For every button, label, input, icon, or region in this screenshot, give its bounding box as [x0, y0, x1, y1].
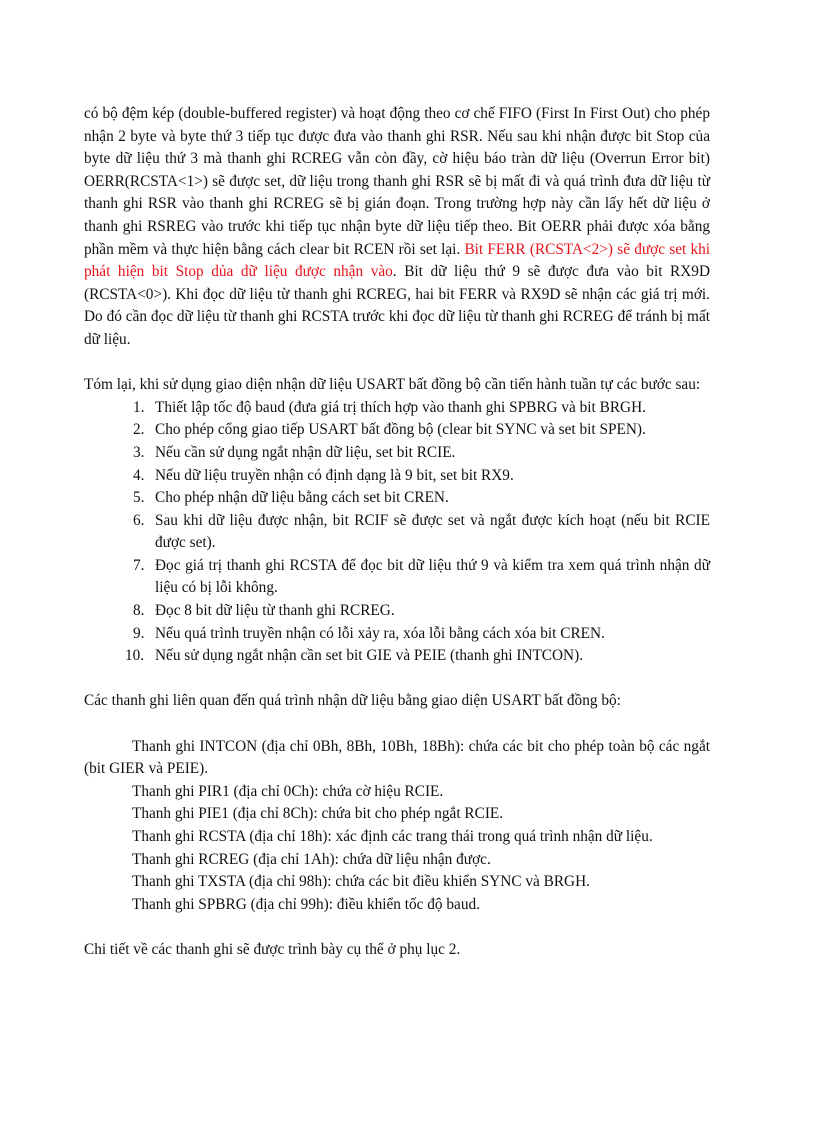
ferr-highlight: Bit FERR (RCSTA<2>) sẽ được set khi phát hiện bit Stop dủa dữ liệu được nhận vào [84, 240, 710, 281]
register-spbrg: Thanh ghi SPBRG (địa chỉ 99h): điều khiển tốc độ baud. [132, 895, 480, 913]
list-number: 10. [125, 647, 145, 665]
register-rcreg: Thanh ghi RCREG (địa chỉ 1Ah): chứa dữ liệu nhận được. [132, 850, 491, 868]
list-number: 8. [133, 602, 145, 620]
list-item [84, 397, 710, 420]
list-item [84, 555, 710, 600]
list-number: 6. [133, 511, 145, 529]
list-item [84, 487, 710, 510]
list-number: 4. [133, 466, 145, 484]
fifo-paragraph [84, 103, 710, 352]
list-text: Sau khi dữ liệu được nhận, bit RCIF sẽ được set và ngắt được kích hoạt (nếu bit RCIE được set). [155, 511, 710, 552]
register-pir1: Thanh ghi PIR1 (địa chỉ 0Ch): chứa cờ hiệu RCIE. [132, 782, 444, 800]
list-text: Đọc giá trị thanh ghi RCSTA để đọc bit dữ liệu thứ 9 và kiểm tra xem quá trình nhận dữ liệu có bị lỗi không. [155, 556, 710, 597]
list-item [84, 623, 710, 646]
list-number: 1. [133, 398, 145, 416]
spacer [84, 668, 710, 691]
list-text: Nếu sử dụng ngắt nhận cần set bit GIE và PEIE (thanh ghi INTCON). [155, 647, 584, 665]
list-text: Cho phép cổng giao tiếp USART bất đồng bộ (clear bit SYNC và set bit SPEN). [155, 421, 646, 439]
document-page [84, 103, 710, 962]
list-text: Nếu dữ liệu truyền nhận có định dạng là 9 bit, set bit RX9. [155, 466, 514, 484]
register-txsta: Thanh ghi TXSTA (địa chỉ 98h): chứa các bit điều khiển SYNC và BRGH. [132, 873, 590, 891]
register-rcsta: Thanh ghi RCSTA (địa chỉ 18h): xác định các trang thái trong quá trình nhận dữ liệu. [132, 828, 653, 845]
registers-intro: Các thanh ghi liên quan đến quá trình nhận dữ liệu bằng giao diện USART bất đồng bộ: [84, 692, 621, 710]
spacer [84, 352, 710, 375]
list-item [84, 465, 710, 488]
list-number: 2. [133, 421, 145, 439]
summary-paragraph: Tóm lại, khi sử dụng giao diện nhận dữ liệu USART bất đồng bộ cần tiến hành tuần tự các bước sau: [84, 376, 701, 394]
list-text: Nếu quá trình truyền nhận có lỗi xảy ra, xóa lỗi bằng cách xóa bit CREN. [155, 624, 605, 642]
steps-list [84, 397, 710, 668]
list-item [84, 442, 710, 465]
appendix-note: Chi tiết về các thanh ghi sẽ được trình bày cụ thể ở phụ lục 2. [84, 940, 461, 958]
register-intcon: Thanh ghi INTCON (địa chỉ 0Bh, 8Bh, 10Bh, 18Bh): chứa các bit cho phép toàn bộ các ngắt (bit GIER và PEIE). [84, 737, 710, 778]
list-text: Thiết lập tốc độ baud (đưa giá trị thích hợp vào thanh ghi SPBRG và bit BRGH. [155, 398, 646, 416]
list-number: 9. [133, 624, 145, 642]
list-text: Đọc 8 bit dữ liệu từ thanh ghi RCREG. [155, 602, 395, 620]
spacer [84, 713, 710, 736]
list-number: 5. [133, 489, 145, 507]
list-text: Nếu cần sử dụng ngắt nhận dữ liệu, set bit RCIE. [155, 443, 456, 461]
list-item [84, 645, 710, 668]
list-text: Cho phép nhận dữ liệu bằng cách set bit CREN. [155, 489, 449, 507]
list-number: 3. [133, 443, 145, 461]
list-number: 7. [133, 556, 145, 574]
list-item [84, 600, 710, 623]
spacer [84, 916, 710, 939]
fifo-text: có bộ đệm kép (double-buffered register) và hoạt động theo cơ chế FIFO (First In First Out) cho phép nhận 2 byte và byte thứ 3 tiếp tục được đưa vào thanh ghi RSR. Nếu sau khi nhận được bit Stop của byte dữ liệu thứ 3 mà thanh ghi RCREG vẫn còn đầy, cờ hiệu báo tràn dữ liệu (Overrun Error bit) OERR(RCSTA<1>) sẽ được set, dữ liệu trong thanh ghi RSR sẽ bị mất đi và quá trình đưa dữ liệu từ thanh ghi RSR vào thanh ghi RCREG sẽ bị gián đoạn. Trong trường hợp này cần lấy hết dữ liệu ở thanh ghi RSREG vào trước khi tiếp tục nhận byte dữ liệu tiếp theo. Bit OERR phải được xóa bằng phần mềm và thực hiện bằng cách clear bit RCEN rồi set lại. [84, 105, 710, 258]
register-pie1: Thanh ghi PIE1 (địa chỉ 8Ch): chứa bit cho phép ngắt RCIE. [132, 805, 504, 823]
list-item [84, 419, 710, 442]
list-item [84, 510, 710, 555]
rx9d-text: . Bit dữ liệu thứ 9 sẽ được đưa vào bit RX9D (RCSTA<0>). Khi đọc dữ liệu từ thanh ghi RCREG, hai bit FERR và RX9D sẽ nhận các giá trị mới. Do đó cần đọc dữ liệu từ thanh ghi RCSTA trước khi đọc dữ liệu từ thanh ghi RCREG để tránh bị mất dữ liệu. [84, 263, 710, 348]
